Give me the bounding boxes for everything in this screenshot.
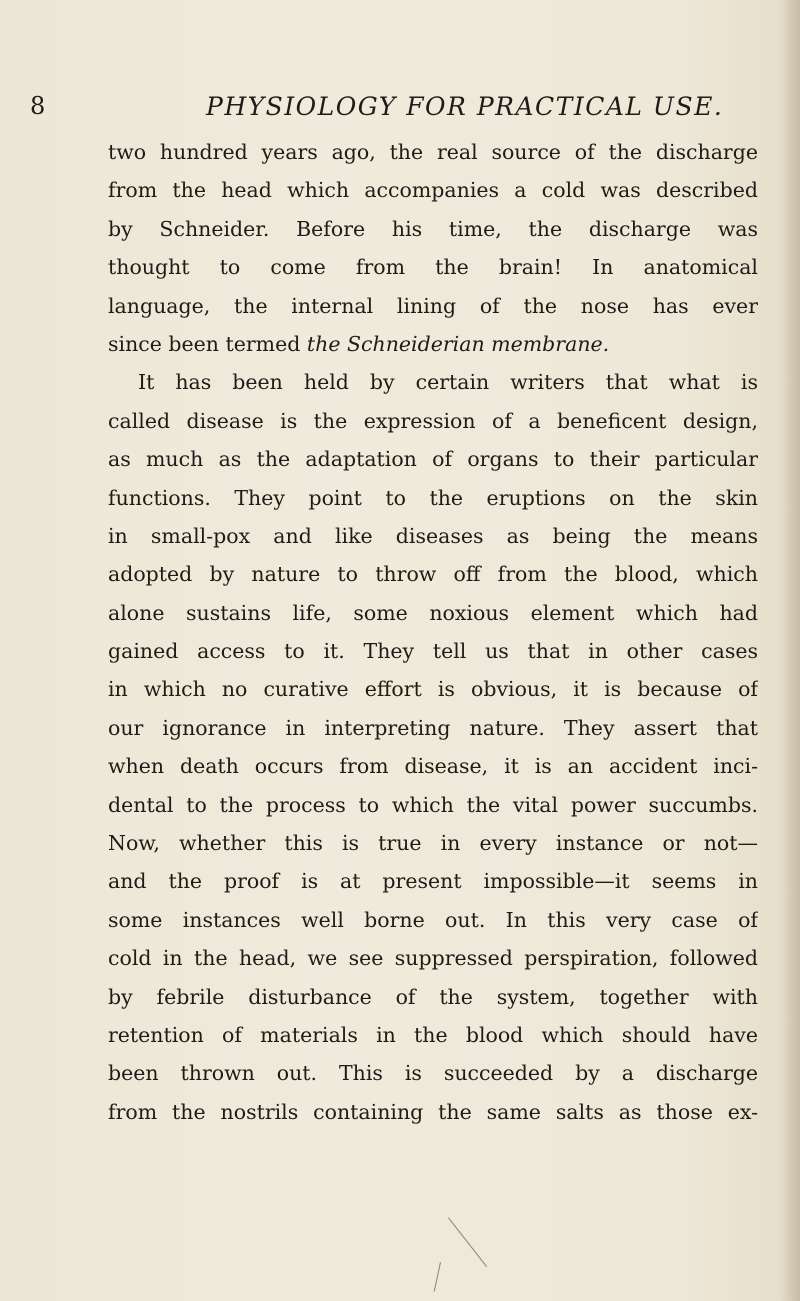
text-fragment: since been termed: [108, 331, 307, 356]
italic-term: the Schneiderian membrane.: [306, 331, 610, 356]
page-number: 8: [30, 92, 46, 120]
text-line: called disease is the expression of a beneficent design,: [108, 408, 758, 433]
text-line: functions. They point to the eruptions on the skin: [108, 485, 758, 510]
paragraph-first-line: It has been held by certain writers that what is: [138, 370, 758, 395]
text-line: by Schneider. Before his time, the discharge was: [108, 216, 758, 241]
text-line: dental to the process to which the vital power succumbs.: [108, 792, 758, 817]
text-line: adopted by nature to throw off from the blood, which: [108, 562, 758, 587]
text-line: language, the internal lining of the nose has ever: [108, 293, 758, 318]
running-head: PHYSIOLOGY FOR PRACTICAL USE.: [206, 92, 724, 121]
text-line: two hundred years ago, the real source of the discharge: [108, 140, 758, 164]
text-line: from the head which accompanies a cold was described: [108, 178, 758, 203]
text-line: [108, 325, 758, 363]
pencil-mark: [448, 1217, 487, 1266]
text-line: our ignorance in interpreting nature. They assert that: [108, 715, 758, 740]
text-line: when death occurs from disease, it is an accident inci-: [108, 754, 758, 779]
text-line: thought to come from the brain! In anatomical: [108, 255, 758, 280]
text-line: in small-pox and like diseases as being the means: [108, 523, 758, 548]
page-edge-shadow: [782, 0, 800, 1301]
text-line: cold in the head, we see suppressed perspiration, followed: [108, 946, 758, 971]
pencil-mark: [434, 1262, 441, 1292]
text-line: been thrown out. This is succeeded by a discharge: [108, 1061, 758, 1086]
text-line: and the proof is at present impossible—it seems in: [108, 869, 758, 894]
text-line: by febrile disturbance of the system, together with: [108, 984, 758, 1009]
text-line: Now, whether this is true in every instance or not—: [108, 831, 758, 856]
page-header: [30, 86, 730, 126]
body-text: [108, 133, 758, 1131]
text-line: in which no curative effort is obvious, it is because of: [108, 677, 758, 702]
text-line: from the nostrils containing the same salts as those ex-: [108, 1099, 758, 1124]
text-line: retention of materials in the blood which should have: [108, 1022, 758, 1047]
text-line: some instances well borne out. In this very case of: [108, 907, 758, 932]
text-line: gained access to it. They tell us that in other cases: [108, 639, 758, 664]
text-line: alone sustains life, some noxious element which had: [108, 600, 758, 625]
text-line: as much as the adaptation of organs to their particular: [108, 447, 758, 472]
